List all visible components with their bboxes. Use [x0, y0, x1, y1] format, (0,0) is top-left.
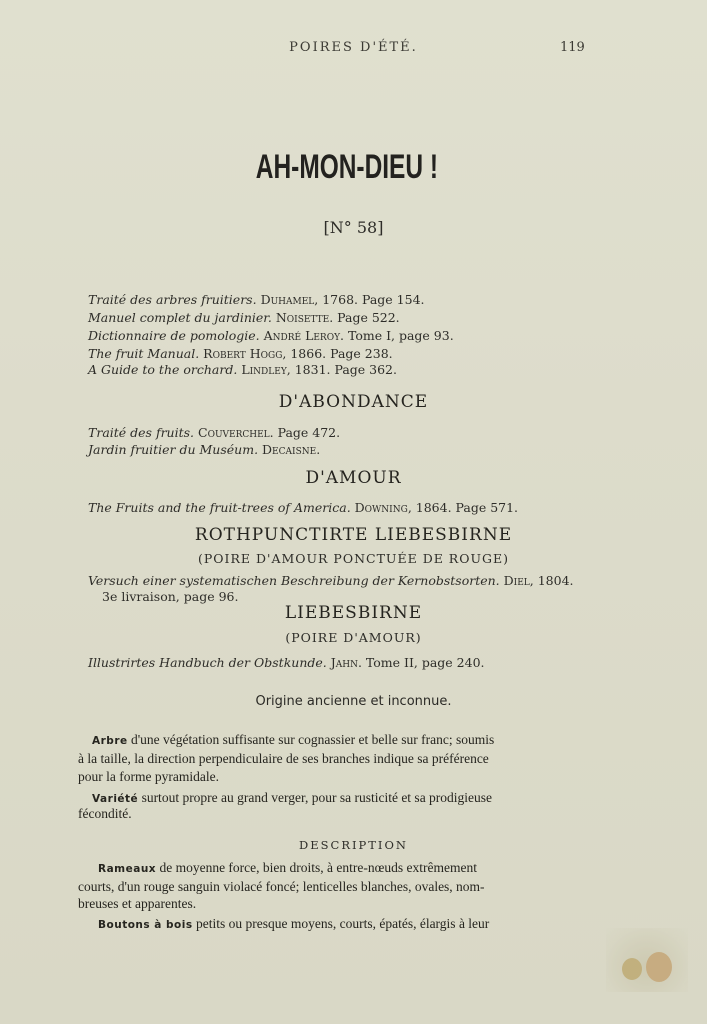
synonym-heading: D'AMOUR — [305, 468, 402, 488]
paragraph-line: courts, d'un rouge sanguin violacé foncé; lenticelles blanches, ovales, nom- — [78, 879, 485, 894]
paragraph-line: fécondité. — [78, 806, 132, 821]
reference-line: Traité des arbres fruitiers. Duhamel, 1768. Page 154. — [88, 292, 425, 307]
reference-line: The fruit Manual. Robert Hogg, 1866. Page 238. — [88, 346, 393, 361]
reference-line: Illustrirtes Handbuch der Obstkunde. Jahn. Tome II, page 240. — [88, 655, 485, 670]
pear-illustration — [622, 958, 642, 980]
page-title: AH-MON-DIEU ! — [255, 148, 439, 186]
reference-line: Jardin fruitier du Muséum. Decaisne. — [88, 442, 321, 457]
reference-line: Dictionnaire de pomologie. André Leroy. Tome I, page 93. — [88, 328, 454, 343]
description-heading: DESCRIPTION — [299, 838, 408, 852]
reference-line: A Guide to the orchard. Lindley, 1831. Page 362. — [88, 362, 397, 377]
fruit-thumbnail — [606, 928, 688, 992]
synonym-heading: LIEBESBIRNE — [284, 603, 423, 623]
running-header: POIRES D'ÉTÉ. — [289, 40, 418, 55]
reference-line: The Fruits and the fruit-trees of America. Downing, 1864. Page 571. — [88, 500, 519, 515]
paragraph-line: breuses et apparentes. — [78, 896, 197, 911]
paragraph-line: à la taille, la direction perpendiculaire de ses branches indique sa préférence — [78, 751, 489, 766]
synonym-heading: D'ABONDANCE — [278, 392, 429, 412]
paragraph-line: Variété surtout propre au grand verger, pour sa rusticité et sa prodigieuse — [92, 790, 493, 805]
synonym-subheading: (POIRE D'AMOUR PONCTUÉE DE ROUGE) — [198, 551, 509, 566]
synonym-heading: ROTHPUNCTIRTE LIEBESBIRNE — [194, 525, 513, 545]
paragraph-line: Rameaux de moyenne force, bien droits, à entre-nœuds extrêmement — [98, 860, 477, 875]
reference-line: Manuel complet du jardinier. Noisette. Page 522. — [88, 310, 400, 325]
origin-line: Origine ancienne et inconnue. — [255, 694, 452, 709]
reference-line: Traité des fruits. Couverchel. Page 472. — [88, 425, 341, 440]
page-number: 119 — [560, 40, 585, 55]
paragraph-line: Boutons à bois petits ou presque moyens, courts, épatés, élargis à leur — [98, 916, 490, 931]
reference-line: 3e livraison, page 96. — [102, 589, 239, 604]
paragraph-line: pour la forme pyramidale. — [78, 769, 219, 784]
synonym-subheading: (POIRE D'AMOUR) — [285, 630, 422, 645]
variety-number: [N° 58] — [323, 218, 384, 237]
pear-illustration — [646, 952, 672, 982]
paragraph-line: Arbre d'une végétation suffisante sur cognassier et belle sur franc; soumis — [92, 732, 495, 747]
reference-line: Versuch einer systematischen Beschreibung der Kernobstsorten. Diel, 1804. — [88, 573, 574, 588]
